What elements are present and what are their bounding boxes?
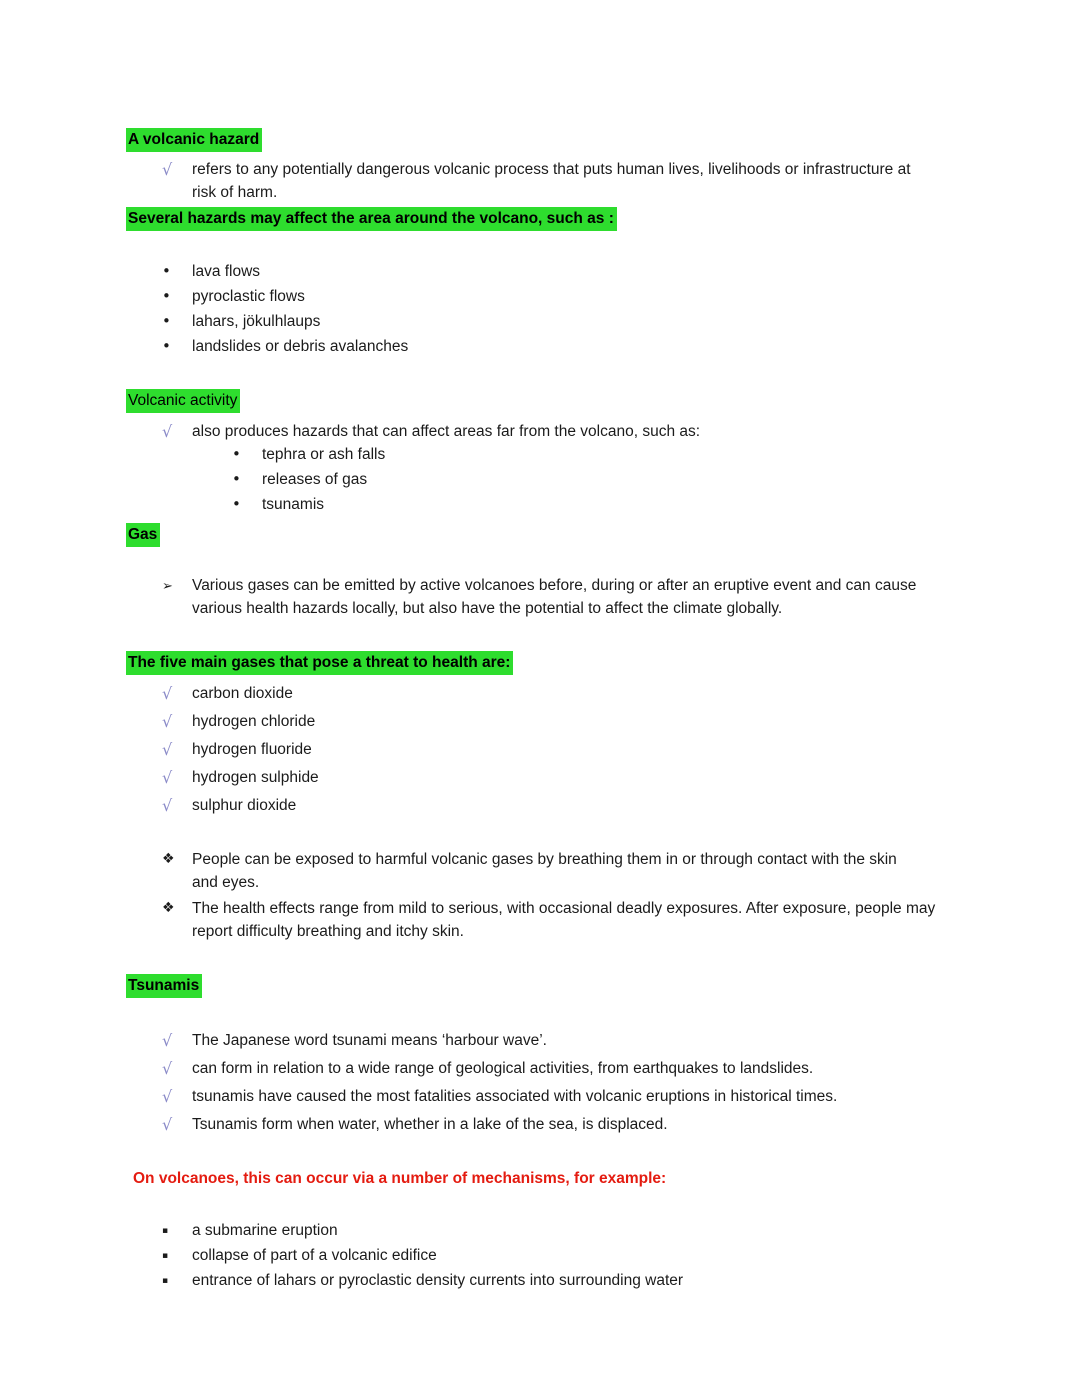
sub-bullet-item [232, 443, 1020, 466]
check-icon: √ [162, 1031, 173, 1050]
diamond-icon: ❖ [162, 851, 175, 867]
square-bullet-icon: ▪ [162, 1251, 169, 1261]
bullet-icon: • [162, 337, 171, 355]
hazards-bullet-list [126, 260, 1020, 358]
arrow-icon: ➢ [162, 579, 173, 594]
section-heading-row [126, 974, 1020, 998]
check-item-text: also produces hazards that can affect areas far from the volcano, such as: [192, 423, 701, 440]
square-bullet-item [162, 1244, 1020, 1268]
check-icon: √ [162, 160, 173, 179]
check-item [162, 1113, 1020, 1136]
check-icon: √ [162, 740, 173, 759]
diamond-icon: ❖ [162, 900, 175, 916]
note-text: The health effects range from mild to serious, with occasional deadly exposures. After exposure, people may report difficulty breathing and itchy skin. [192, 900, 936, 940]
sub-bullet-item [232, 493, 1020, 516]
bullet-icon: • [232, 445, 241, 463]
bullet-item [162, 335, 1020, 358]
bullet-icon: • [232, 495, 241, 513]
section-heading-gas: Gas [126, 523, 160, 547]
diamond-item [162, 848, 1020, 894]
square-bullet-item [162, 1219, 1020, 1243]
check-item-text: refers to any potentially dangerous volcanic process that puts human lives, livelihoods or infrastructure at risk of harm. [192, 161, 911, 201]
gas-paragraph-text: Various gases can be emitted by active volcanoes before, during or after an eruptive event and can cause various health hazards locally, but also have the potential to affect the climate globally. [192, 577, 917, 617]
check-item [162, 766, 1020, 789]
check-icon: √ [162, 422, 173, 441]
sub-bullet-item [232, 468, 1020, 491]
note-text: People can be exposed to harmful volcanic gases by breathing them in or through contact with the skin and eyes. [192, 851, 897, 891]
tsunami-check-list [126, 1029, 1020, 1136]
sub-bullet-item-text: tsunamis [262, 496, 325, 513]
check-item [162, 1029, 1020, 1052]
section-heading-row [126, 651, 1020, 675]
check-item-text: carbon dioxide [192, 685, 293, 702]
bullet-item-text: pyroclastic flows [192, 288, 305, 305]
check-icon: √ [162, 1059, 173, 1078]
check-item [162, 158, 1020, 204]
section-heading-row [126, 128, 1020, 152]
check-icon: √ [162, 1087, 173, 1106]
mechanisms-bullet-list [126, 1219, 1020, 1293]
bullet-item-text: lava flows [192, 263, 261, 280]
bullet-icon: • [232, 470, 241, 488]
bullet-item [162, 310, 1020, 333]
check-item [162, 682, 1020, 705]
bullet-item [162, 285, 1020, 308]
section-heading-five-gases: The five main gases that pose a threat to health are: [126, 651, 513, 675]
mechanisms-heading-row [126, 1167, 1020, 1190]
sub-bullet-item-text: tephra or ash falls [262, 446, 386, 463]
square-bullet-icon: ▪ [162, 1276, 169, 1286]
sub-bullet-item-text: releases of gas [262, 471, 368, 488]
check-item-text: Tsunamis form when water, whether in a lake of the sea, is displaced. [192, 1116, 668, 1133]
check-icon: √ [162, 768, 173, 787]
mechanisms-heading: On volcanoes, this can occur via a number of mechanisms, for example: [133, 1170, 667, 1187]
section-heading-row [126, 389, 1020, 413]
gas-health-notes [126, 848, 1020, 943]
check-item-text: hydrogen sulphide [192, 769, 319, 786]
bullet-item [162, 260, 1020, 283]
square-bullet-icon: ▪ [162, 1226, 169, 1236]
check-item-text: can form in relation to a wide range of geological activities, from earthquakes to landslides. [192, 1060, 814, 1077]
square-bullet-item-text: collapse of part of a volcanic edifice [192, 1247, 437, 1264]
arrow-item [162, 574, 1020, 620]
bullet-item-text: lahars, jökulhlaups [192, 313, 321, 330]
section-heading-tsunamis: Tsunamis [126, 974, 202, 998]
section-heading-row [126, 207, 1020, 231]
check-item [162, 420, 1020, 443]
check-icon: √ [162, 796, 173, 815]
section-heading-volcanic-activity: Volcanic activity [126, 389, 240, 413]
section-heading-several-hazards: Several hazards may affect the area around the volcano, such as : [126, 207, 617, 231]
check-item-text: sulphur dioxide [192, 797, 297, 814]
check-icon: √ [162, 1115, 173, 1134]
check-item-text: hydrogen chloride [192, 713, 316, 730]
check-icon: √ [162, 712, 173, 731]
section-heading-row [126, 523, 1020, 547]
check-item [162, 1057, 1020, 1080]
check-item [162, 794, 1020, 817]
check-item [162, 738, 1020, 761]
square-bullet-item-text: entrance of lahars or pyroclastic density currents into surrounding water [192, 1272, 684, 1289]
square-bullet-item [162, 1269, 1020, 1293]
check-item [162, 710, 1020, 733]
check-item-text: tsunamis have caused the most fatalities associated with volcanic eruptions in historical times. [192, 1088, 838, 1105]
section-heading-volcanic-hazard: A volcanic hazard [126, 128, 262, 152]
diamond-item [162, 897, 1020, 943]
bullet-item-text: landslides or debris avalanches [192, 338, 409, 355]
activity-sub-bullet-list [126, 443, 1020, 516]
check-icon: √ [162, 684, 173, 703]
bullet-icon: • [162, 287, 171, 305]
square-bullet-item-text: a submarine eruption [192, 1222, 338, 1239]
check-item [162, 1085, 1020, 1108]
gases-check-list [126, 682, 1020, 817]
check-item-text: The Japanese word tsunami means ‘harbour wave’. [192, 1032, 547, 1049]
bullet-icon: • [162, 312, 171, 330]
bullet-icon: • [162, 262, 171, 280]
check-item-text: hydrogen fluoride [192, 741, 312, 758]
